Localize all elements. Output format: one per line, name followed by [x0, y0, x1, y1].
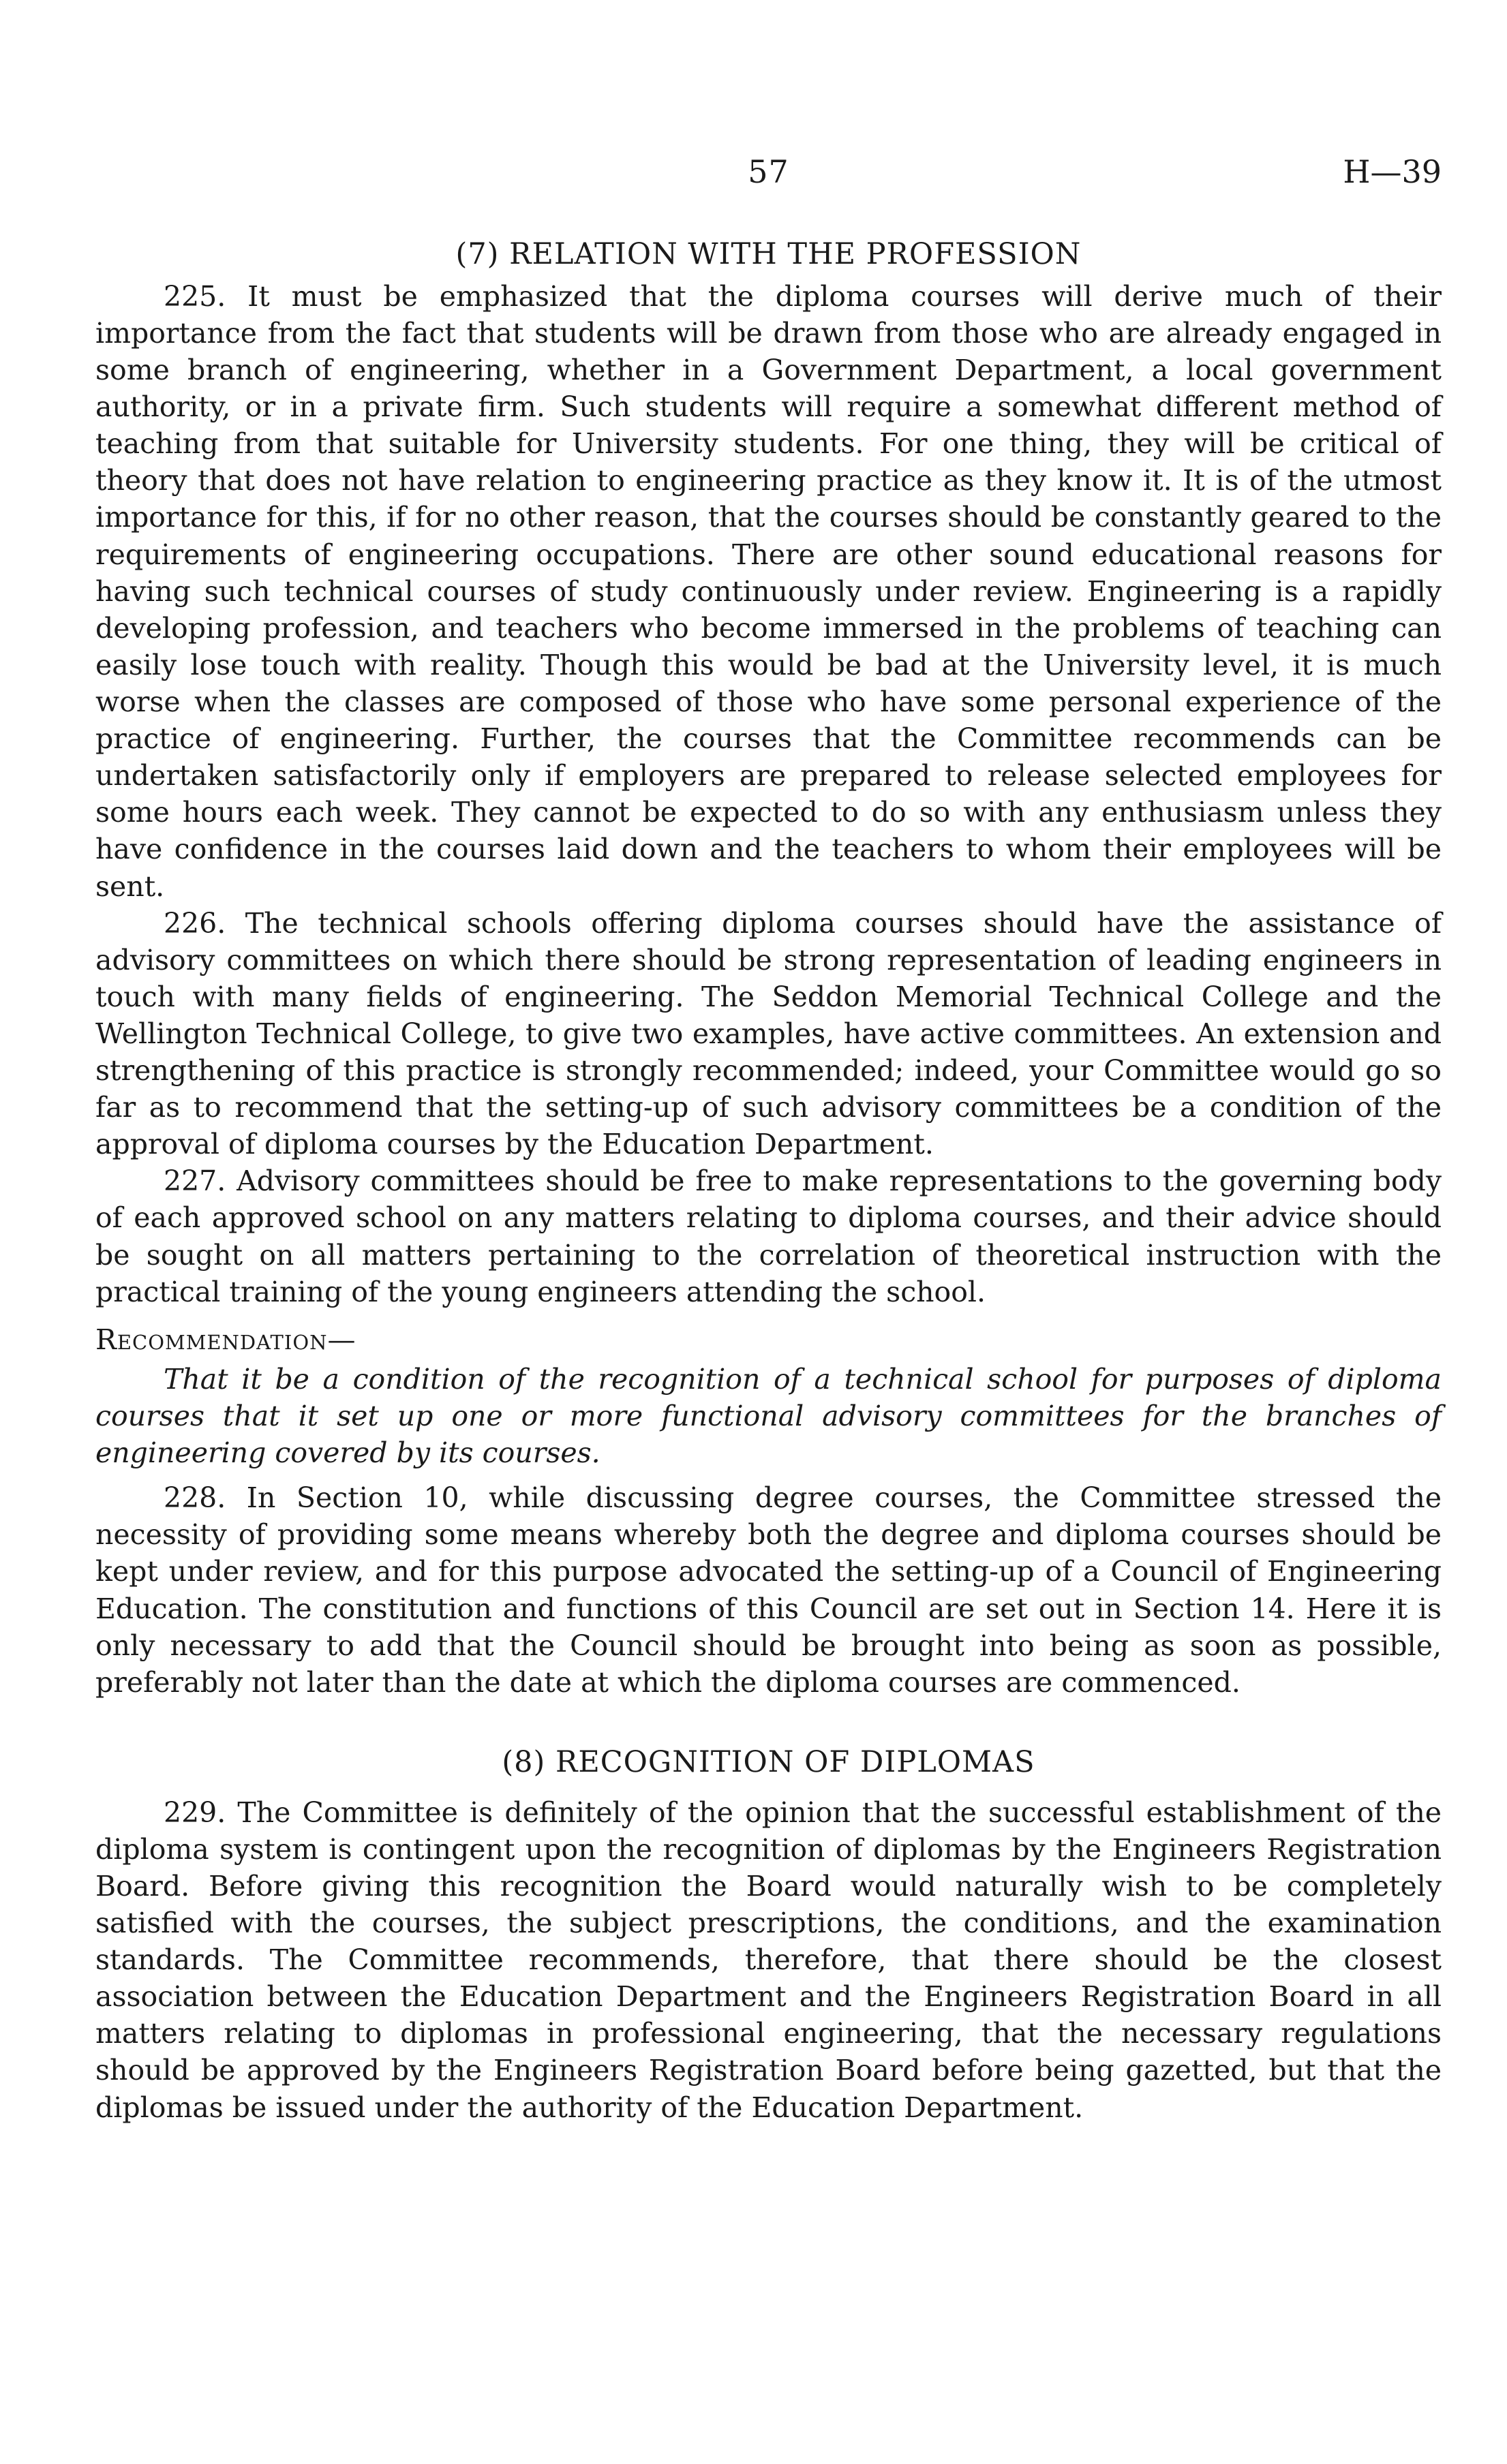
paragraph-229: 229. The Committee is definitely of the opinion that the successful establishment of the diploma system is contingent upon the recognition of diplomas by the Engineers Registration Board. Before giving this recognition the Board would naturally wish to be completely satisfied with the courses, the subject prescriptions, the conditions, and the examination standards. The Committee recommends, therefore, that there should be the closest association between the Education Department and the Engineers Registration Board in all matters relating to diplomas in professional engineering, that the necessary regulations should be approved by the Engineers Registration Board before being gazetted, but that the diplomas be issued under the authority of the Education Department. — [95, 1796, 1442, 2124]
paragraph-226: 226. The technical schools offering diploma courses should have the assistance of advisory committees on which there should be strong representation of leading engineers in touch with many fields of engineering. The Seddon Memorial Technical College and the Wellington Technical College, to give two examples, have active committees. An extension and strengthening of this practice is strongly recommended; indeed, your Committee would go so far as to recommend that the setting-up of such advisory committees be a condition of the approval of diploma courses by the Education Department. — [95, 906, 1442, 1161]
section-heading-relation: (7) RELATION WITH THE PROFESSION — [455, 237, 1082, 271]
section-heading-recognition: (8) RECOGNITION OF DIPLOMAS — [502, 1744, 1035, 1779]
paragraph-228: 228. In Section 10, while discussing degree courses, the Committee stressed the necessity of providing some means whereby both the degree and diploma courses should be kept under review, and for this purpose advocated the setting-up of a Council of Engineering Education. The constitution and functions of this Council are set out in Section 14. Here it is only necessary to add that the Council should be brought into being as soon as possible, preferably not later than the date at which the diploma courses are commenced. — [95, 1481, 1442, 1699]
paragraph-225: 225. It must be emphasized that the diploma courses will derive much of their importance from the fact that students will be drawn from those who are already engaged in some branch of engineering, whether in a Government Department, a local government authority, or in a private firm. Such students will require a somewhat different method of teaching from that suitable for University students. For one thing, they will be critical of theory that does not have relation to engineering practice as they know it. It is of the utmost importance for this, if for no other reason, that the courses should be constantly geared to the requirements of engineering occupations. There are other sound educational reasons for having such technical courses of study continuously under review. Engineering is a rapidly developing profession, and teachers who become immersed in the problems of teaching can easily lose touch with reality. Though this would be bad at the University level, it is much worse when the classes are composed of those who have some personal experience of the practice of engineering. Further, the courses that the Committee recommends can be undertaken satisfactorily only if employers are prepared to release selected employees for some hours each week. They cannot be expected to do so with any enthusiasm unless they have confidence in the courses laid down and the teachers to whom their employees will be sent. — [95, 279, 1442, 903]
recommendation-label: Recommendation— — [95, 1323, 356, 1356]
body-text — [95, 235, 1442, 2126]
page-number: 57 — [748, 153, 789, 190]
paragraph-227: 227. Advisory committees should be free to make representations to the governing body of each approved school on any matters relating to diploma courses, and their advice should be sought on all matters pertaining to the correlation of theoretical instruction with the practical training of the young engineers attending the school. — [95, 1165, 1442, 1308]
page-header — [95, 153, 1442, 208]
document-reference: H—39 — [1343, 153, 1442, 190]
recommendation-text: That it be a condition of the recognition of a technical school for purposes of diploma courses that it set up one or more functional advisory committees for the branches of engineering covered by its courses. — [95, 1362, 1442, 1470]
